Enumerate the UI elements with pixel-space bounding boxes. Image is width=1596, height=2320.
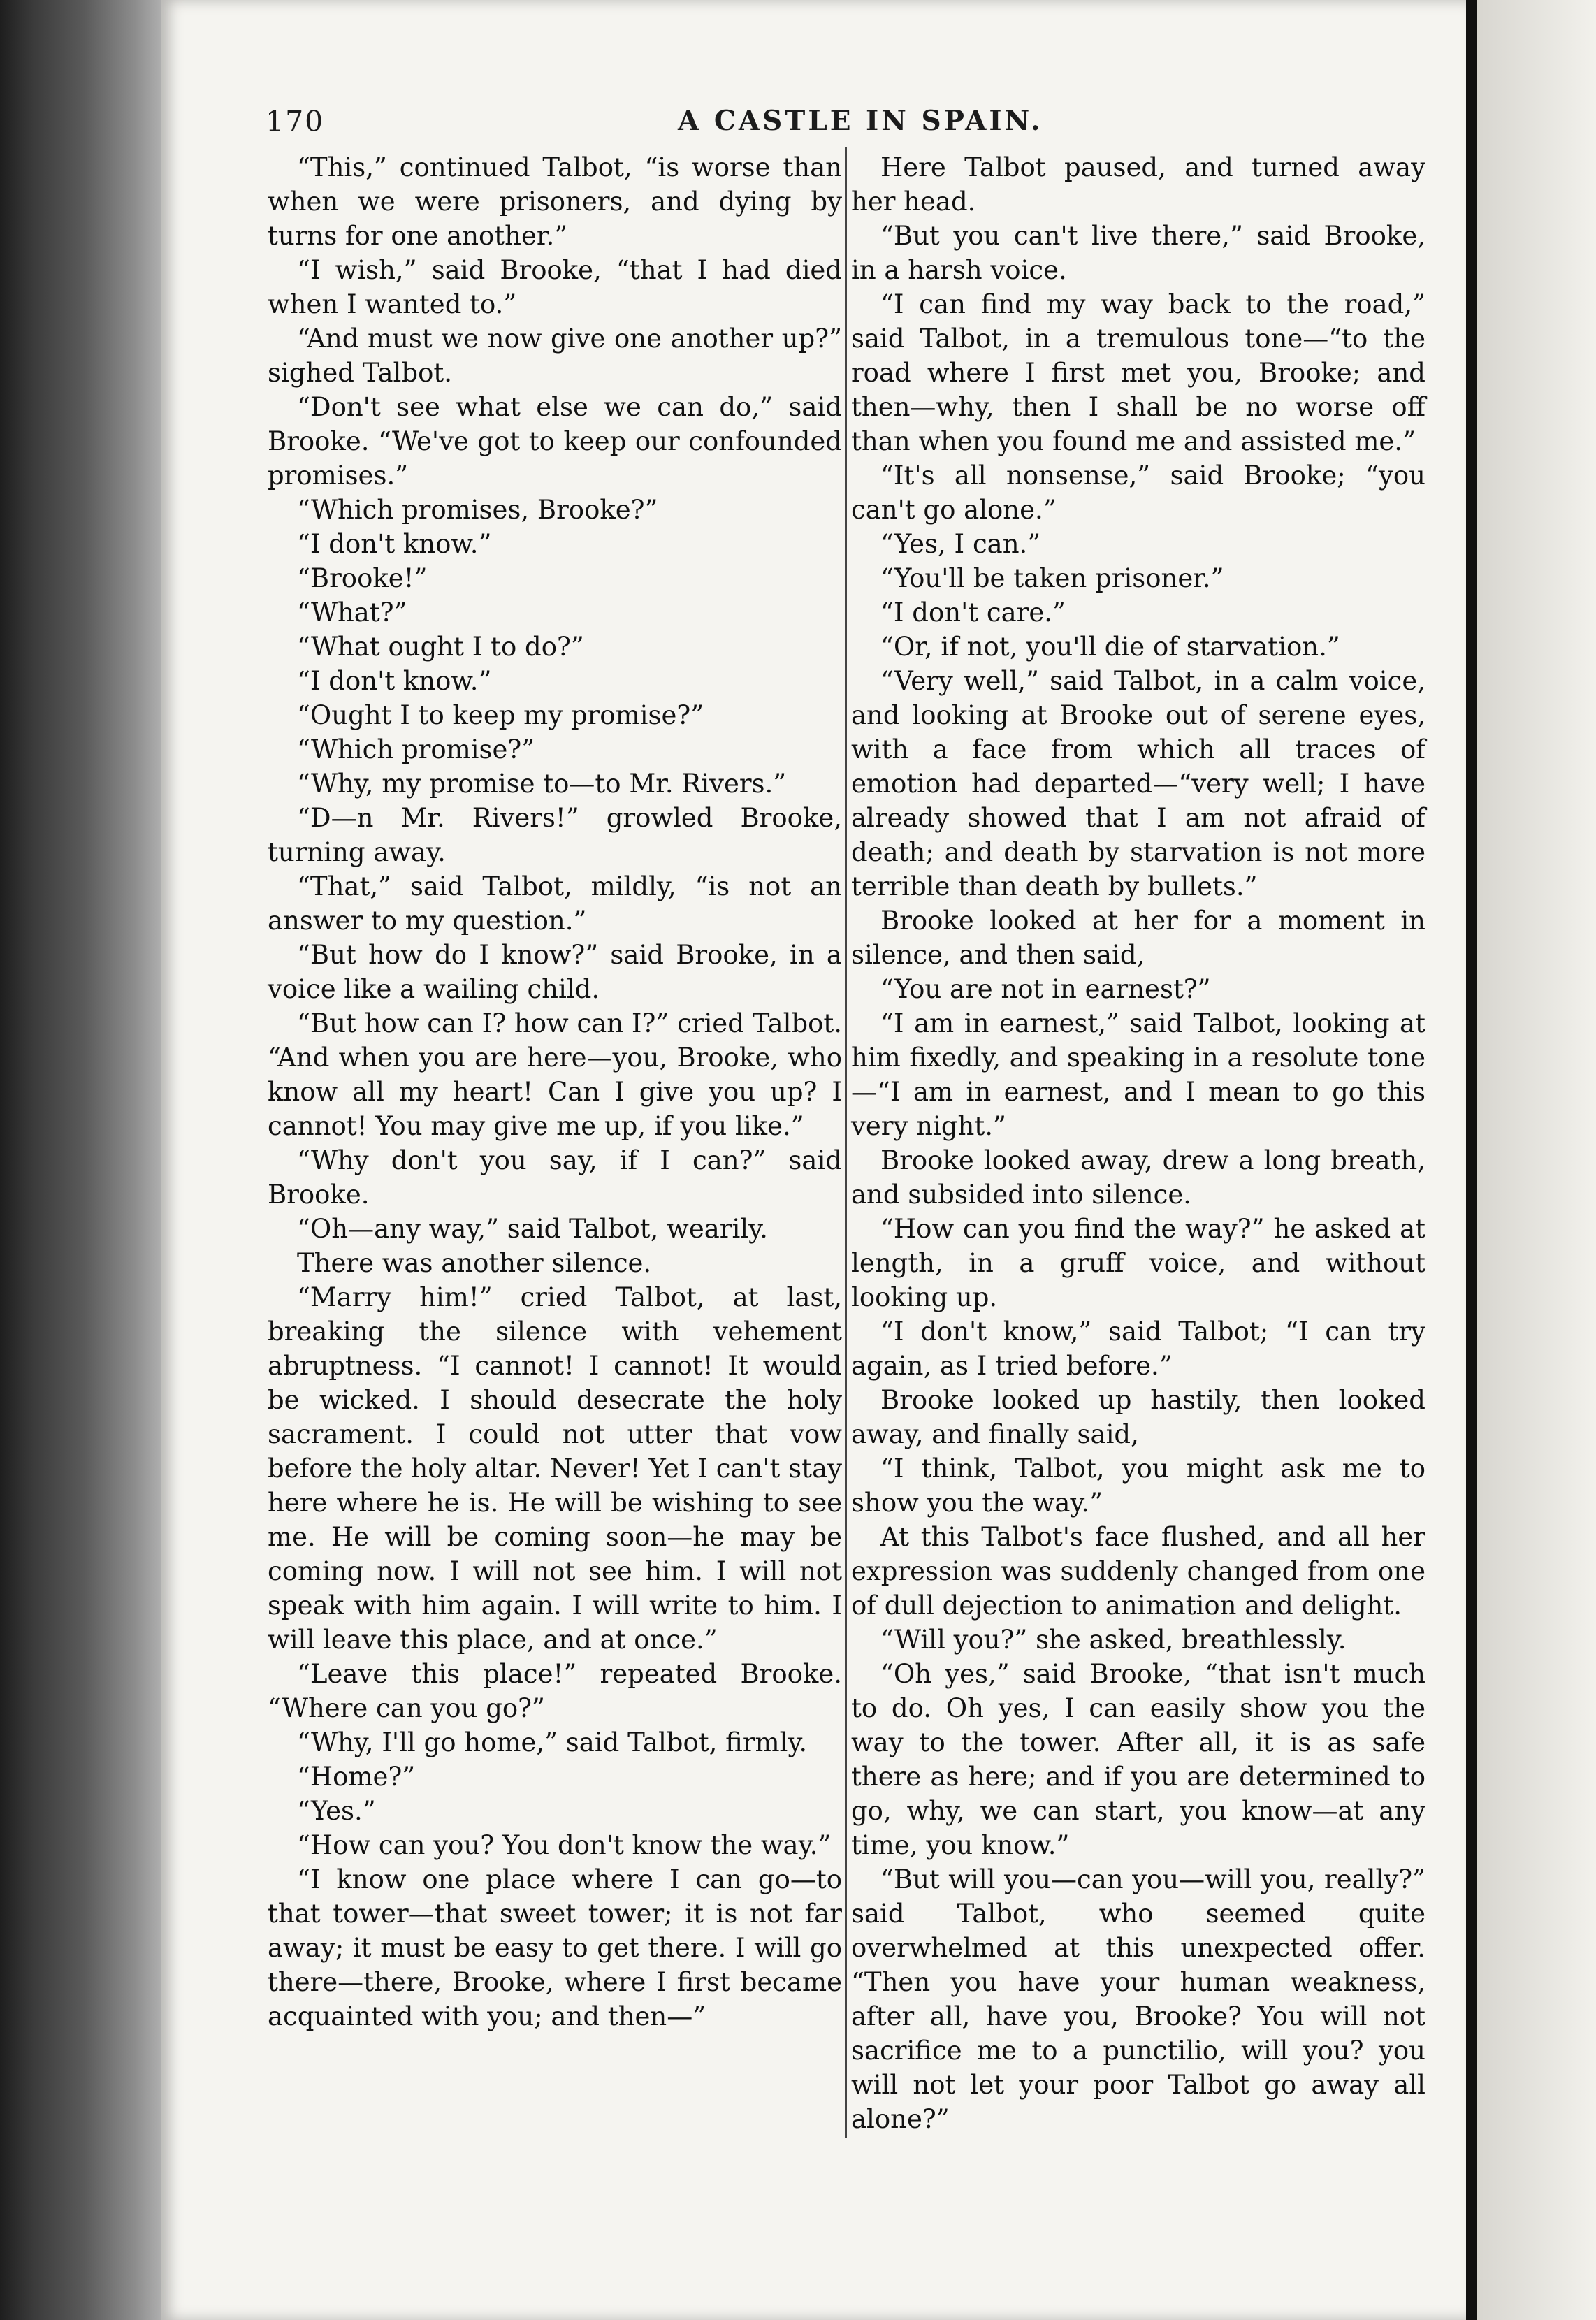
page-number: 170 (266, 105, 325, 138)
paragraph: “Yes, I can.” (880, 529, 1041, 559)
page-gutter-edge (1466, 0, 1477, 2320)
paragraph: Here Talbot paused, and turned away her head. (851, 152, 1425, 217)
facing-page-edge (1477, 0, 1596, 2320)
paragraph: “I know one place where I can go—to that tower—that sweet tower; it is not far away; it must be easy to get there. I will go there—there, Brooke, where I first became acquainted with you; and then—” (268, 1864, 842, 2031)
paragraph: Brooke looked away, drew a long breath, and subsided into silence. (851, 1145, 1425, 1210)
paragraph: “Ought I to keep my promise?” (297, 700, 704, 730)
paragraph: “What?” (297, 597, 407, 628)
paragraph: “But you can't live there,” said Brooke, in a harsh voice. (851, 221, 1425, 285)
paragraph: At this Talbot's face flushed, and all her expression was suddenly changed from one of dull dejection to animation and delight. (851, 1522, 1425, 1621)
paragraph: “But how do I know?” said Brooke, in a voice like a wailing child. (268, 940, 842, 1004)
paragraph: “I don't know.” (297, 666, 492, 696)
paragraph: “I think, Talbot, you might ask me to show you the way.” (851, 1453, 1425, 1518)
paragraph: “Oh yes,” said Brooke, “that isn't much to do. Oh yes, I can easily show you the way to the tower. After all, it is as safe there as here; and if you are determined to go, why, we can start, you know—at any time, you know.” (851, 1659, 1425, 1860)
paragraph: “Yes.” (297, 1796, 376, 1826)
paragraph: “And must we now give one another up?” sighed Talbot. (268, 324, 842, 388)
paragraph: “I don't know.” (297, 529, 492, 559)
paragraph: “Why don't you say, if I can?” said Brooke. (268, 1145, 842, 1210)
paragraph: “Why, my promise to—to Mr. Rivers.” (297, 769, 787, 799)
paragraph: “It's all nonsense,” said Brooke; “you can't go alone.” (851, 461, 1425, 525)
book-spine-shadow (0, 0, 168, 2320)
left-text-column (268, 150, 842, 2033)
paragraph: “How can you find the way?” he asked at length, in a gruff voice, and without looking up. (851, 1214, 1425, 1312)
paragraph: “Brooke!” (297, 563, 428, 593)
paragraph: “Will you?” she asked, breathlessly. (880, 1625, 1347, 1655)
paragraph: “D—n Mr. Rivers!” growled Brooke, turning away. (268, 803, 842, 867)
running-title: A CASTLE IN SPAIN. (678, 105, 1043, 137)
paragraph: “How can you? You don't know the way.” (297, 1830, 832, 1860)
paragraph: “This,” continued Talbot, “is worse than when we were prisoners, and dying by turns for one another.” (268, 152, 842, 251)
paragraph: “I can find my way back to the road,” said Talbot, in a tremulous tone—“to the road where I first met you, Brooke; and then—why, then I shall be no worse off than when you found me and assisted me.” (851, 289, 1425, 456)
paragraph: “I wish,” said Brooke, “that I had died when I wanted to.” (268, 255, 842, 319)
right-text-column (851, 150, 1425, 2136)
paragraph: There was another silence. (297, 1248, 652, 1278)
paragraph: Brooke looked at her for a moment in silence, and then said, (851, 906, 1425, 970)
paragraph: “But will you—can you—will you, really?” said Talbot, who seemed quite overwhelmed at this unexpected offer. “Then you have your human weakness, after all, have you, Brooke? You will not sacrifice me to a punctilio, will you? you will not let your poor Talbot go away all alone?” (851, 1864, 1425, 2134)
paragraph: “Which promise?” (297, 734, 535, 764)
paragraph: “I am in earnest,” said Talbot, looking at him fixedly, and speaking in a resolute tone—“I am in earnest, and I mean to go this very night.” (851, 1008, 1425, 1141)
paragraph: “I don't care.” (880, 597, 1066, 628)
paragraph: “You are not in earnest?” (880, 974, 1211, 1004)
column-divider (845, 147, 847, 2138)
paragraph: “Marry him!” cried Talbot, at last, breaking the silence with vehement abruptness. “I cannot! I cannot! It would be wicked. I should desecrate the holy sacrament. I could not utter that vow before the holy altar. Never! Yet I can't stay here where he is. He will be wishing to see me. He will be coming soon—he may be coming now. I will not see him. I will not speak with him again. I will write to him. I will leave this place, and at once.” (268, 1282, 842, 1655)
paragraph: “You'll be taken prisoner.” (880, 563, 1224, 593)
paragraph: “Home?” (297, 1762, 416, 1792)
paragraph: “Don't see what else we can do,” said Brooke. “We've got to keep our confounded promises.” (268, 392, 842, 491)
paragraph: “Leave this place!” repeated Brooke. “Where can you go?” (268, 1659, 842, 1723)
paragraph: “Or, if not, you'll die of starvation.” (880, 632, 1340, 662)
paragraph: “Which promises, Brooke?” (297, 495, 658, 525)
paragraph: “I don't know,” said Talbot; “I can try again, as I tried before.” (851, 1317, 1425, 1381)
paragraph: “Oh—any way,” said Talbot, wearily. (297, 1214, 768, 1244)
paragraph: Brooke looked up hastily, then looked away, and finally said, (851, 1385, 1425, 1449)
paragraph: “But how can I? how can I?” cried Talbot. “And when you are here—you, Brooke, who know all my heart! Can I give you up? I cannot! You may give me up, if you like.” (268, 1008, 842, 1141)
paragraph: “That,” said Talbot, mildly, “is not an answer to my question.” (268, 871, 842, 936)
paragraph: “What ought I to do?” (297, 632, 584, 662)
paragraph: “Why, I'll go home,” said Talbot, firmly. (297, 1727, 808, 1757)
paragraph: “Very well,” said Talbot, in a calm voice, and looking at Brooke out of serene eyes, with a face from which all traces of emotion had departed—“very well; I have already showed that I am not afraid of death; and death by starvation is not more terrible than death by bullets.” (851, 666, 1425, 901)
